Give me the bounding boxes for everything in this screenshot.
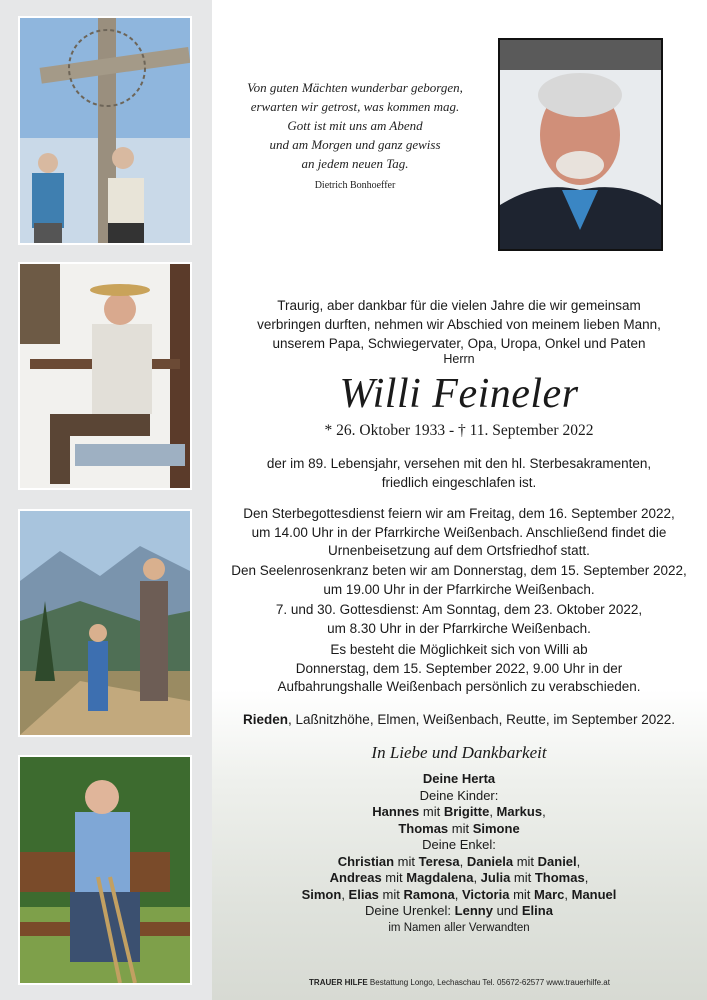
family-name: Daniel xyxy=(537,853,577,869)
farewell-line: Donnerstag, dem 15. September 2022, 9.00 Uhr in der xyxy=(295,660,623,676)
family-joiner: , xyxy=(489,804,497,819)
rosary-line: Den Seelenrosenkranz beten wir am Donnerstag, dem 15. September 2022, xyxy=(231,563,687,578)
family-name: Andreas xyxy=(329,870,382,885)
family-joiner: , xyxy=(341,886,349,902)
family-joiner: mit xyxy=(510,870,535,885)
family-joiner: mit xyxy=(509,886,535,902)
children-line xyxy=(220,821,698,838)
family-name: Brigitte xyxy=(443,804,490,819)
mass-line: um 8.30 Uhr in der Pfarrkirche Weißenbach. xyxy=(327,620,591,636)
farewell-text xyxy=(220,641,698,697)
grandchildren-line xyxy=(220,854,698,871)
funeral-line: um 14.00 Uhr in der Pfarrkirche Weißenbach. Anschließend findet die xyxy=(251,524,667,540)
funeral-service-text xyxy=(220,505,698,561)
family-list xyxy=(220,771,698,936)
family-joiner: mit xyxy=(394,853,419,869)
family-joiner: mit xyxy=(378,886,404,902)
family-joiner: mit xyxy=(513,853,538,869)
family-joiner: , xyxy=(564,886,572,902)
rosary-text xyxy=(220,562,698,599)
family-joiner: mit xyxy=(419,804,444,819)
family-wife: Deine Herta xyxy=(422,771,496,786)
family-name: Lenny xyxy=(454,903,493,918)
family-name: Julia xyxy=(480,870,511,885)
relatives-line: im Namen aller Verwandten xyxy=(388,921,530,934)
family-joiner: mit xyxy=(448,820,473,836)
family-name: Hannes xyxy=(372,804,420,819)
family-name: Thomas xyxy=(534,870,585,885)
footer-credit xyxy=(212,978,707,987)
salutation: Herrn xyxy=(443,352,475,366)
photo-mountain-view xyxy=(18,509,192,737)
intro-line: verbringen durften, nehmen wir Abschied von meinem lieben Mann, xyxy=(257,317,661,332)
funeral-line: Den Sterbegottesdienst feiern wir am Freitag, dem 16. September 2022, xyxy=(243,506,675,521)
sacraments-text xyxy=(220,455,698,492)
quote-line: Gott ist mit uns am Abend xyxy=(287,118,423,133)
rosary-line: um 19.00 Uhr in der Pfarrkirche Weißenbach. xyxy=(323,581,595,597)
family-name: Ramona xyxy=(403,886,455,902)
family-name: Markus xyxy=(496,804,543,819)
place-rest: , Laßnitzhöhe, Elmen, Weißenbach, Reutte, im September 2022. xyxy=(288,712,675,727)
life-dates: * 26. Oktober 1933 - † 11. September 2022 xyxy=(324,422,594,439)
quote-line: erwarten wir getrost, was kommen mag. xyxy=(250,99,460,114)
family-joiner: , xyxy=(454,886,462,902)
quote-line: und am Morgen und ganz gewiss xyxy=(269,137,441,152)
photo-bench-walking-stick xyxy=(18,755,192,985)
farewell-line: Aufbahrungshalle Weißenbach persönlich zu verabschieden. xyxy=(277,679,641,694)
grandchildren-line xyxy=(220,887,698,904)
great-grandchildren-label: Deine Urenkel: xyxy=(365,903,455,918)
family-name: Thomas xyxy=(398,820,449,836)
intro-text xyxy=(220,296,698,353)
place-date-line xyxy=(220,712,698,727)
bonhoeffer-quote xyxy=(225,78,485,195)
family-joiner: und xyxy=(492,903,522,918)
intro-line: Traurig, aber dankbar für die vielen Jahre die wir gemeinsam xyxy=(277,298,641,313)
family-joiner: , xyxy=(584,870,589,885)
quote-line: Von guten Mächten wunderbar geborgen, xyxy=(247,80,463,95)
intro-line: unserem Papa, Schwiegervater, Opa, Uropa, Onkel und Paten xyxy=(272,336,646,351)
photo-sidebar xyxy=(0,0,212,1000)
family-joiner: mit xyxy=(381,870,407,885)
family-name: Daniela xyxy=(466,853,514,869)
family-name: Simon xyxy=(301,886,342,902)
footer-brand: TRAUER HILFE xyxy=(309,978,368,987)
quote-author: Dietrich Bonhoeffer xyxy=(314,180,396,191)
grandchildren-label: Deine Enkel: xyxy=(422,837,496,852)
farewell-line: Es besteht die Möglichkeit sich von Willi ab xyxy=(330,642,588,657)
family-joiner: , xyxy=(459,853,467,869)
place-bold: Rieden xyxy=(243,712,289,727)
family-name: Teresa xyxy=(418,853,460,869)
closing-phrase: In Liebe und Dankbarkeit xyxy=(371,743,547,762)
family-name: Marc xyxy=(534,886,565,902)
portrait-photo xyxy=(498,38,663,251)
photo-summit-cross xyxy=(18,16,192,245)
sacraments-line: der im 89. Lebensjahr, versehen mit den hl. Sterbesakramenten, xyxy=(266,456,652,471)
grandchildren-line xyxy=(220,870,698,887)
family-name: Elina xyxy=(521,903,553,918)
quote-line: an jedem neuen Tag. xyxy=(301,156,409,171)
family-name: Elias xyxy=(348,886,379,902)
family-name: Victoria xyxy=(462,886,510,902)
children-line xyxy=(220,804,698,821)
family-name: Simone xyxy=(472,820,520,836)
memorial-mass-text xyxy=(220,601,698,638)
photo-bench-hat xyxy=(18,262,192,490)
great-grandchildren-line xyxy=(220,903,698,920)
sacraments-line: friedlich eingeschlafen ist. xyxy=(381,474,537,490)
family-joiner: , xyxy=(473,870,481,885)
footer-text: Bestattung Longo, Lechaschau Tel. 05672-62577 www.trauerhilfe.at xyxy=(367,978,610,987)
family-name: Christian xyxy=(337,853,395,869)
children-label: Deine Kinder: xyxy=(419,787,499,803)
deceased-name: Willi Feineler xyxy=(339,371,579,417)
family-name: Manuel xyxy=(571,886,617,902)
funeral-line: Urnenbeisetzung auf dem Ortsfriedhof statt. xyxy=(328,543,590,558)
family-joiner: , xyxy=(576,853,581,869)
family-joiner: , xyxy=(542,804,546,819)
mass-line: 7. und 30. Gottesdienst: Am Sonntag, dem 23. Oktober 2022, xyxy=(275,602,643,617)
family-name: Magdalena xyxy=(406,870,474,885)
